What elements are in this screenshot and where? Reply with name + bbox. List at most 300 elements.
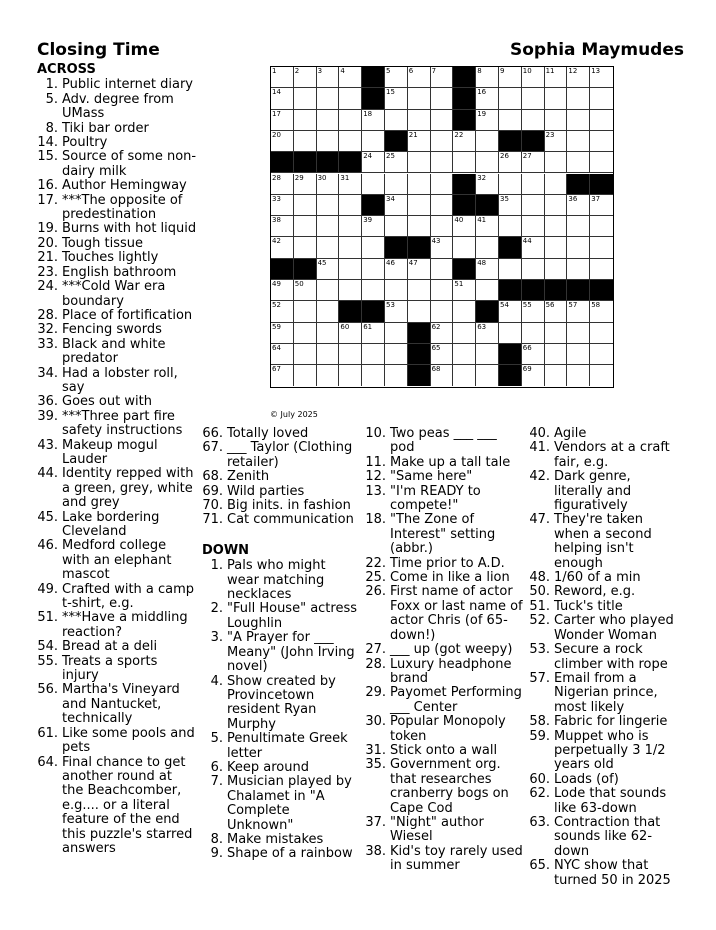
- grid-cell[interactable]: [271, 67, 294, 88]
- grid-cell[interactable]: [294, 174, 317, 195]
- clue-text: Lode that sounds like 63-down: [554, 786, 667, 816]
- grid-cell[interactable]: [476, 237, 499, 258]
- cell-number: 53: [386, 301, 395, 310]
- clue-number: 9.: [210, 846, 223, 862]
- clue-number: 37.: [365, 814, 386, 830]
- grid-cell[interactable]: [339, 88, 362, 109]
- puzzle-title: Closing Time: [37, 40, 160, 60]
- down-clue: [365, 470, 525, 484]
- clue-number: 42.: [529, 469, 550, 485]
- grid-cell[interactable]: [271, 237, 294, 258]
- grid-cell[interactable]: [294, 131, 317, 152]
- cell-number: 57: [568, 301, 578, 310]
- grid-cell[interactable]: [499, 301, 522, 322]
- grid-cell[interactable]: [317, 131, 340, 152]
- grid-cell[interactable]: [522, 110, 545, 131]
- across-clue: [202, 513, 360, 527]
- grid-cell[interactable]: [522, 259, 545, 280]
- grid-cell[interactable]: [567, 195, 590, 216]
- clue-number: 44.: [37, 466, 58, 482]
- clue-number: 41.: [529, 440, 550, 456]
- cell-number: 41: [477, 216, 487, 225]
- clue-number: 7.: [210, 774, 223, 790]
- across-clue: [37, 136, 197, 150]
- grid-cell[interactable]: [339, 280, 362, 301]
- grid-cell[interactable]: [499, 216, 522, 237]
- black-square: [499, 280, 522, 301]
- clue-number: 28.: [365, 656, 386, 672]
- grid-cell[interactable]: [522, 323, 545, 344]
- grid-cell[interactable]: [499, 88, 522, 109]
- copyright-notice: © July 2025: [270, 410, 318, 419]
- grid-cell[interactable]: [499, 110, 522, 131]
- grid-cell[interactable]: [567, 152, 590, 173]
- grid-cell[interactable]: [317, 216, 340, 237]
- grid-cell[interactable]: [385, 365, 408, 386]
- clue-text: Payomet Performing ___ Center: [390, 685, 522, 715]
- grid-cell[interactable]: [271, 131, 294, 152]
- grid-cell[interactable]: [317, 110, 340, 131]
- grid-cell[interactable]: [567, 131, 590, 152]
- grid-cell[interactable]: [431, 259, 454, 280]
- black-square: [294, 152, 317, 173]
- grid-cell[interactable]: [567, 365, 590, 386]
- clue-text: Loads (of): [554, 771, 619, 787]
- grid-cell[interactable]: [522, 195, 545, 216]
- down-clue: [529, 643, 679, 672]
- grid-cell[interactable]: [362, 216, 385, 237]
- grid-cell[interactable]: [522, 237, 545, 258]
- clue-number: 66.: [202, 426, 223, 441]
- grid-cell[interactable]: [294, 323, 317, 344]
- grid-cell[interactable]: [317, 344, 340, 365]
- grid-cell[interactable]: [408, 259, 431, 280]
- grid-cell[interactable]: [271, 216, 294, 237]
- grid-cell[interactable]: [522, 344, 545, 365]
- grid-cell[interactable]: [453, 280, 476, 301]
- grid-cell[interactable]: [385, 216, 408, 237]
- grid-cell[interactable]: [431, 67, 454, 88]
- down-clue: [529, 816, 679, 859]
- grid-cell[interactable]: [294, 195, 317, 216]
- grid-cell[interactable]: [294, 301, 317, 322]
- grid-cell[interactable]: [590, 67, 613, 88]
- grid-cell[interactable]: [476, 216, 499, 237]
- black-square: [499, 344, 522, 365]
- across-clue: [37, 222, 197, 236]
- grid-cell[interactable]: [339, 259, 362, 280]
- grid-cell[interactable]: [567, 259, 590, 280]
- grid-cell[interactable]: [385, 344, 408, 365]
- clue-text: They're taken when a second helping isn't enough: [554, 512, 652, 571]
- grid-cell[interactable]: [408, 216, 431, 237]
- grid-cell[interactable]: [567, 323, 590, 344]
- across-clue: [37, 727, 197, 756]
- grid-cell[interactable]: [545, 152, 568, 173]
- grid-cell[interactable]: [431, 301, 454, 322]
- grid-cell[interactable]: [431, 237, 454, 258]
- grid-cell[interactable]: [362, 110, 385, 131]
- grid-cell[interactable]: [339, 237, 362, 258]
- grid-cell[interactable]: [362, 365, 385, 386]
- cell-number: 28: [272, 173, 281, 182]
- grid-cell[interactable]: [385, 195, 408, 216]
- crossword-grid[interactable]: [270, 66, 614, 388]
- grid-cell[interactable]: [408, 152, 431, 173]
- grid-cell[interactable]: [317, 237, 340, 258]
- grid-cell[interactable]: [431, 344, 454, 365]
- grid-cell[interactable]: [590, 195, 613, 216]
- grid-cell[interactable]: [385, 110, 408, 131]
- grid-cell[interactable]: [339, 67, 362, 88]
- grid-cell[interactable]: [385, 301, 408, 322]
- clue-number: 70.: [202, 498, 223, 514]
- grid-cell[interactable]: [317, 323, 340, 344]
- clue-number: 51.: [37, 610, 58, 626]
- grid-cell[interactable]: [545, 131, 568, 152]
- grid-cell[interactable]: [339, 195, 362, 216]
- grid-cell[interactable]: [590, 365, 613, 386]
- grid-cell[interactable]: [431, 174, 454, 195]
- grid-cell[interactable]: [271, 323, 294, 344]
- grid-cell[interactable]: [271, 280, 294, 301]
- grid-cell[interactable]: [499, 323, 522, 344]
- grid-cell[interactable]: [476, 323, 499, 344]
- across-clue-list: [37, 78, 197, 856]
- clue-column-4: [529, 427, 679, 888]
- grid-cell[interactable]: [545, 67, 568, 88]
- grid-cell[interactable]: [545, 174, 568, 195]
- clue-number: 4.: [210, 673, 223, 689]
- grid-cell[interactable]: [522, 67, 545, 88]
- grid-cell[interactable]: [339, 174, 362, 195]
- across-clue: [37, 439, 197, 468]
- grid-cell[interactable]: [408, 301, 431, 322]
- grid-cell[interactable]: [567, 67, 590, 88]
- grid-cell[interactable]: [408, 280, 431, 301]
- grid-cell[interactable]: [362, 259, 385, 280]
- clue-text: ***Three part fire safety instructions: [62, 408, 183, 439]
- grid-cell[interactable]: [362, 344, 385, 365]
- grid-cell[interactable]: [499, 174, 522, 195]
- clue-text: Final chance to get another round at the Beachcomber, e.g.... or a literal feature of the end this puzzle's starred answers: [62, 754, 193, 856]
- across-clue: [37, 323, 197, 337]
- grid-cell[interactable]: [567, 88, 590, 109]
- clue-text: Contraction that sounds like 62-down: [554, 814, 661, 859]
- down-clue: [202, 675, 360, 733]
- down-clue: [202, 761, 360, 775]
- grid-cell[interactable]: [362, 131, 385, 152]
- cell-number: 40: [454, 216, 464, 225]
- grid-cell[interactable]: [453, 365, 476, 386]
- grid-cell[interactable]: [476, 280, 499, 301]
- down-clue: [365, 571, 525, 585]
- grid-cell[interactable]: [476, 110, 499, 131]
- clue-text: Martha's Vineyard and Nantucket, technically: [62, 682, 180, 727]
- down-clue: [529, 787, 679, 816]
- grid-cell[interactable]: [522, 88, 545, 109]
- cell-number: 52: [272, 301, 281, 310]
- grid-cell[interactable]: [271, 301, 294, 322]
- grid-cell[interactable]: [431, 110, 454, 131]
- cell-number: 37: [591, 194, 601, 203]
- grid-cell[interactable]: [567, 216, 590, 237]
- down-clue: [529, 585, 679, 599]
- clue-number: 39.: [37, 408, 58, 424]
- grid-cell[interactable]: [271, 110, 294, 131]
- grid-cell[interactable]: [408, 195, 431, 216]
- grid-cell[interactable]: [408, 131, 431, 152]
- grid-cell[interactable]: [271, 174, 294, 195]
- black-square: [499, 131, 522, 152]
- clue-number: 62.: [529, 786, 550, 802]
- grid-cell[interactable]: [431, 152, 454, 173]
- cell-number: 21: [408, 130, 418, 139]
- grid-cell[interactable]: [431, 280, 454, 301]
- grid-cell[interactable]: [522, 174, 545, 195]
- grid-cell[interactable]: [294, 88, 317, 109]
- puzzle-author: Sophia Maymudes: [510, 40, 684, 60]
- grid-cell[interactable]: [317, 88, 340, 109]
- across-clue: [37, 367, 197, 396]
- grid-cell[interactable]: [476, 88, 499, 109]
- clue-text: Keep around: [227, 759, 309, 775]
- grid-cell[interactable]: [339, 323, 362, 344]
- grid-cell[interactable]: [453, 301, 476, 322]
- grid-cell[interactable]: [590, 323, 613, 344]
- grid-cell[interactable]: [339, 131, 362, 152]
- across-clue: [37, 122, 197, 136]
- grid-cell[interactable]: [385, 174, 408, 195]
- black-square: [294, 259, 317, 280]
- black-square: [408, 237, 431, 258]
- down-clue: [202, 602, 360, 631]
- grid-cell[interactable]: [453, 237, 476, 258]
- grid-cell[interactable]: [545, 323, 568, 344]
- clue-text: Tiki bar order: [62, 120, 149, 136]
- grid-cell[interactable]: [545, 301, 568, 322]
- grid-cell[interactable]: [567, 344, 590, 365]
- grid-cell[interactable]: [453, 131, 476, 152]
- grid-cell[interactable]: [545, 344, 568, 365]
- grid-cell[interactable]: [476, 174, 499, 195]
- grid-cell[interactable]: [590, 152, 613, 173]
- clue-text: ***Have a middling reaction?: [62, 610, 188, 640]
- black-square: [453, 88, 476, 109]
- grid-cell[interactable]: [590, 88, 613, 109]
- cell-number: 45: [317, 258, 327, 267]
- grid-cell[interactable]: [476, 131, 499, 152]
- grid-cell[interactable]: [362, 280, 385, 301]
- clue-number: 55.: [37, 653, 58, 669]
- clue-number: 6.: [210, 759, 223, 775]
- grid-cell[interactable]: [522, 365, 545, 386]
- grid-cell[interactable]: [317, 174, 340, 195]
- grid-cell[interactable]: [408, 174, 431, 195]
- grid-cell[interactable]: [431, 216, 454, 237]
- clue-text: Identity repped with a green, grey, white and grey: [62, 466, 194, 511]
- grid-cell[interactable]: [317, 67, 340, 88]
- grid-cell[interactable]: [317, 365, 340, 386]
- clue-number: 67.: [202, 440, 223, 456]
- cell-number: 51: [454, 280, 464, 288]
- grid-cell[interactable]: [431, 195, 454, 216]
- grid-cell[interactable]: [567, 237, 590, 258]
- clue-text: Make mistakes: [227, 831, 324, 847]
- grid-cell[interactable]: [294, 110, 317, 131]
- grid-cell[interactable]: [294, 365, 317, 386]
- cell-number: 25: [386, 152, 395, 161]
- grid-cell[interactable]: [408, 110, 431, 131]
- clue-number: 13.: [365, 483, 386, 499]
- clue-text: Musician played by Chalamet in "A Complete Unknown": [227, 774, 352, 833]
- clue-number: 54.: [37, 639, 58, 655]
- grid-cell[interactable]: [294, 216, 317, 237]
- grid-cell[interactable]: [294, 280, 317, 301]
- grid-cell[interactable]: [271, 195, 294, 216]
- grid-cell[interactable]: [385, 88, 408, 109]
- grid-cell[interactable]: [590, 301, 613, 322]
- down-clue: [529, 672, 679, 715]
- clue-number: 35.: [365, 757, 386, 773]
- grid-cell[interactable]: [453, 323, 476, 344]
- grid-cell[interactable]: [408, 67, 431, 88]
- clue-number: 53.: [529, 642, 550, 658]
- grid-cell[interactable]: [545, 259, 568, 280]
- grid-cell[interactable]: [339, 216, 362, 237]
- clue-number: 65.: [529, 858, 550, 874]
- grid-cell[interactable]: [545, 88, 568, 109]
- clue-number: 48.: [529, 570, 550, 586]
- cell-number: 67: [272, 365, 281, 374]
- grid-cell[interactable]: [271, 344, 294, 365]
- grid-cell[interactable]: [590, 237, 613, 258]
- grid-cell[interactable]: [294, 237, 317, 258]
- cell-number: 36: [568, 194, 578, 203]
- down-clue: [365, 456, 525, 470]
- grid-cell[interactable]: [476, 344, 499, 365]
- cell-number: 6: [408, 67, 414, 75]
- grid-cell[interactable]: [408, 88, 431, 109]
- cell-number: 46: [386, 258, 395, 267]
- clue-text: Big inits. in fashion: [227, 498, 351, 514]
- grid-cell[interactable]: [453, 216, 476, 237]
- grid-cell[interactable]: [271, 365, 294, 386]
- grid-cell[interactable]: [271, 88, 294, 109]
- clue-number: 28.: [37, 307, 58, 323]
- clue-number: 71.: [202, 512, 223, 528]
- cell-number: 3: [317, 67, 323, 75]
- grid-cell[interactable]: [385, 259, 408, 280]
- grid-cell[interactable]: [385, 67, 408, 88]
- clue-text: Two peas ___ ___ pod: [390, 426, 497, 456]
- grid-cell[interactable]: [590, 344, 613, 365]
- grid-cell[interactable]: [499, 195, 522, 216]
- grid-cell[interactable]: [545, 365, 568, 386]
- grid-cell[interactable]: [476, 365, 499, 386]
- clue-text: Time prior to A.D.: [390, 555, 505, 571]
- grid-cell[interactable]: [522, 152, 545, 173]
- across-clue: [37, 338, 197, 367]
- clue-column-1: [37, 63, 197, 856]
- grid-cell[interactable]: [545, 237, 568, 258]
- grid-cell[interactable]: [317, 301, 340, 322]
- black-square: [590, 280, 613, 301]
- clue-number: 24.: [37, 279, 58, 295]
- grid-cell[interactable]: [499, 152, 522, 173]
- black-square: [522, 131, 545, 152]
- grid-cell[interactable]: [431, 131, 454, 152]
- grid-cell[interactable]: [453, 152, 476, 173]
- grid-cell[interactable]: [339, 365, 362, 386]
- grid-cell[interactable]: [317, 259, 340, 280]
- clue-number: 27.: [365, 642, 386, 658]
- grid-cell[interactable]: [385, 152, 408, 173]
- grid-cell[interactable]: [590, 216, 613, 237]
- grid-cell[interactable]: [590, 131, 613, 152]
- grid-cell[interactable]: [522, 301, 545, 322]
- across-clue: [37, 280, 197, 309]
- clue-text: Penultimate Greek letter: [227, 731, 348, 761]
- across-clue: [37, 655, 197, 684]
- grid-cell[interactable]: [317, 280, 340, 301]
- across-clue: [202, 470, 360, 484]
- grid-cell[interactable]: [317, 195, 340, 216]
- grid-cell[interactable]: [567, 301, 590, 322]
- grid-cell[interactable]: [476, 152, 499, 173]
- clue-text: Vendors at a craft fair, e.g.: [554, 440, 670, 470]
- grid-cell[interactable]: [339, 110, 362, 131]
- grid-cell[interactable]: [545, 110, 568, 131]
- grid-cell[interactable]: [499, 67, 522, 88]
- clue-number: 16.: [37, 178, 58, 194]
- grid-cell[interactable]: [590, 259, 613, 280]
- grid-cell[interactable]: [545, 195, 568, 216]
- grid-cell[interactable]: [294, 344, 317, 365]
- down-clue: [365, 758, 525, 816]
- grid-cell[interactable]: [522, 216, 545, 237]
- grid-cell[interactable]: [362, 237, 385, 258]
- grid-cell[interactable]: [476, 259, 499, 280]
- clue-text: "Same here": [390, 469, 473, 485]
- grid-cell[interactable]: [499, 259, 522, 280]
- grid-cell[interactable]: [385, 280, 408, 301]
- clue-number: 11.: [365, 454, 386, 470]
- clue-text: NYC show that turned 50 in 2025: [554, 858, 671, 888]
- grid-cell[interactable]: [385, 323, 408, 344]
- grid-cell[interactable]: [362, 152, 385, 173]
- grid-cell[interactable]: [431, 365, 454, 386]
- across-clue: [37, 266, 197, 280]
- clue-number: 1.: [210, 558, 223, 574]
- across-clue: [37, 237, 197, 251]
- grid-cell[interactable]: [567, 110, 590, 131]
- grid-cell[interactable]: [431, 88, 454, 109]
- grid-cell[interactable]: [545, 216, 568, 237]
- black-square: [271, 152, 294, 173]
- clue-number: 5.: [210, 731, 223, 747]
- grid-cell[interactable]: [294, 67, 317, 88]
- grid-cell[interactable]: [339, 344, 362, 365]
- grid-cell[interactable]: [362, 174, 385, 195]
- grid-cell[interactable]: [431, 323, 454, 344]
- grid-cell[interactable]: [362, 323, 385, 344]
- across-clue: [37, 583, 197, 612]
- grid-cell[interactable]: [476, 67, 499, 88]
- grid-cell[interactable]: [453, 344, 476, 365]
- grid-cell[interactable]: [590, 110, 613, 131]
- cell-number: 50: [294, 280, 304, 288]
